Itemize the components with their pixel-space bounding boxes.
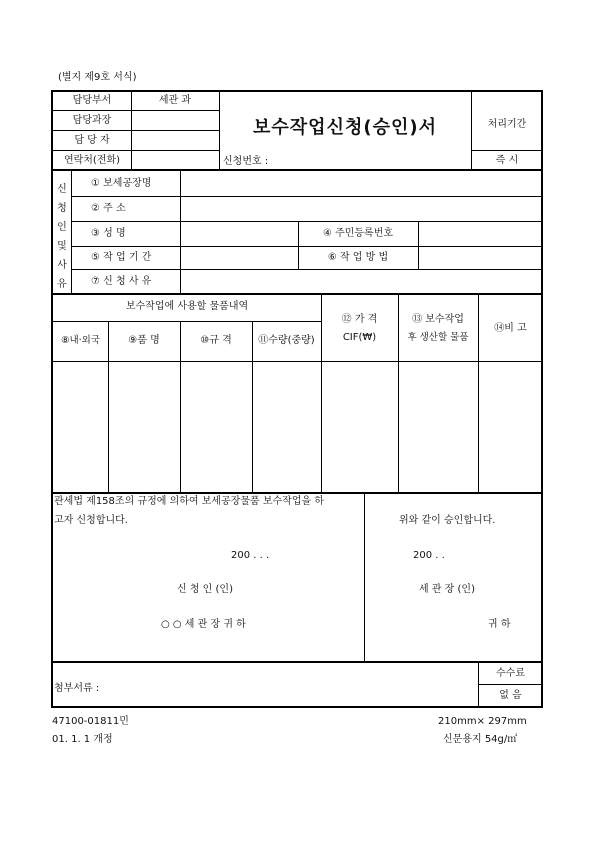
approval-addressee: 귀 하 [488,619,511,630]
price-cif-header: CIF(₩) [342,332,377,343]
form-number: (별지 제9호 서식) [58,72,137,83]
revision-date: 01. 1. 1 개정 [52,734,113,745]
dept-label: 담당부서 [72,95,112,106]
work-method-label: ⑥ 작 업 방 법 [327,252,389,263]
paper-size: 210mm× 297mm [438,716,527,727]
quantity-header: ⑪수량(중량) [258,335,315,346]
approval-date: 200 . . [413,550,445,561]
domestic-foreign-header: ⑧내·외국 [60,335,101,346]
goods-group-header: 보수작업에 사용할 물품내역 [125,301,249,312]
after-work-product-header: 후 생산할 물품 [407,332,469,343]
item-name-header: ⑨품 명 [128,335,160,346]
form-code: 47100-01811민 [52,716,129,727]
contact-label: 연락처(전화) [63,155,121,166]
remarks-header: ⑭비 고 [494,323,527,334]
paper-type: 신문용지 54g/㎡ [443,734,518,745]
section-chief-label: 담당과장 [72,115,112,126]
resident-number-label: ④ 주민등록번호 [322,228,394,239]
page-title: 보수작업신청(승인)서 [253,117,437,138]
declaration-text-line2: 고자 신청합니다. [54,515,128,526]
address-label: ② 주 소 [91,203,126,214]
fee-label: 수수료 [496,668,525,679]
declaration-text-line1: 관세법 제158조의 규정에 의하여 보세공장물품 보수작업을 하 [54,496,324,507]
dept-value: 세관 과 [158,95,192,106]
after-work-header: ⑬ 보수작업 [412,314,464,325]
process-period-value: 즉 시 [495,155,519,166]
officer-label: 담 당 자 [74,135,110,146]
application-form [51,90,543,708]
price-header: ⑫ 가 격 [341,314,378,325]
spec-header: ⑩규 격 [200,335,232,346]
customs-chief-signature: 세 관 장 (인) [419,584,475,595]
name-label: ③ 성 명 [91,228,126,239]
addressee: ○ ○ 세 관 장 귀 하 [161,619,246,630]
reason-label: ⑦ 신 청 사 유 [91,276,152,287]
work-period-label: ⑤ 작 업 기 간 [91,252,152,263]
attachments-label: 첨부서류 : [54,683,100,694]
applicant-side-label: 신 청 인 및 사 유 [57,184,67,290]
warehouse-label: ① 보세공장명 [91,178,152,189]
process-period-label: 처리기간 [487,119,527,130]
application-date: 200 . . . [231,550,270,561]
approval-text: 위와 같이 승인합니다. [399,515,496,526]
fee-value: 없 음 [499,690,522,701]
application-number-label: 신청번호 : [223,156,269,167]
applicant-signature: 신 청 인 (인) [177,584,233,595]
